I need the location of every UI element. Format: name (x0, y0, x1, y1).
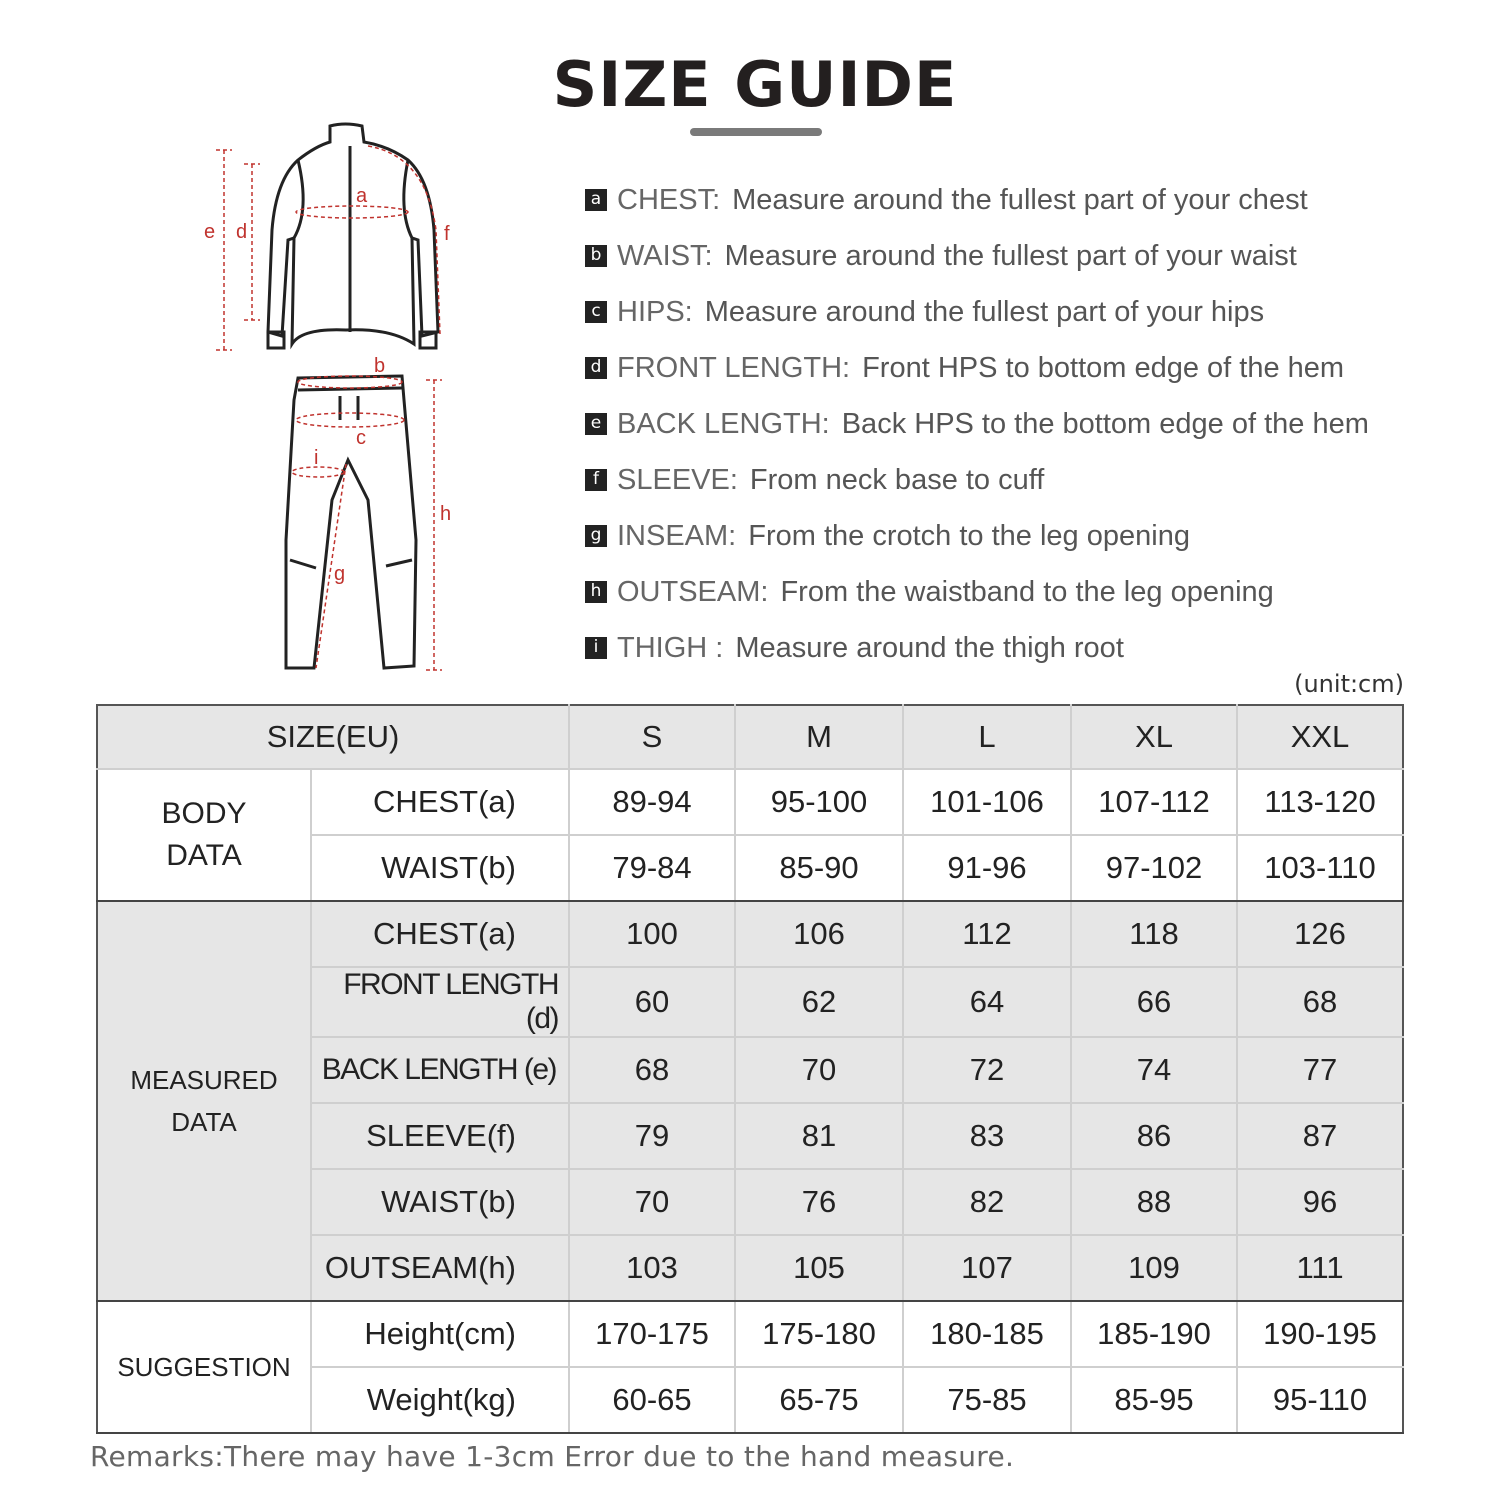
row-label: CHEST(a) (311, 901, 569, 967)
badge-b: b (585, 245, 607, 267)
table-cell: 105 (735, 1235, 903, 1301)
definition-text: Measure around the thigh root (735, 631, 1124, 664)
label-d: d (236, 221, 248, 243)
table-cell: 111 (1237, 1235, 1403, 1301)
label-a: a (356, 185, 368, 207)
table-cell: 96 (1237, 1169, 1403, 1235)
definition-label: WAIST: (617, 239, 713, 272)
pants-outline (286, 376, 416, 668)
unit-note: (unit:cm) (1294, 670, 1404, 698)
table-cell: 170-175 (569, 1301, 735, 1367)
table-cell: 70 (569, 1169, 735, 1235)
table-cell: 95-110 (1237, 1367, 1403, 1433)
table-cell: 175-180 (735, 1301, 903, 1367)
category-line: MEASURED (130, 1065, 278, 1095)
badge-c: c (585, 301, 607, 323)
table-cell: 74 (1071, 1037, 1237, 1103)
table-cell: 190-195 (1237, 1301, 1403, 1367)
page-title: SIZE GUIDE (552, 48, 958, 121)
definition-label: THIGH : (617, 631, 724, 664)
label-g: g (334, 563, 346, 585)
header-size: M (735, 705, 903, 769)
label-h: h (440, 503, 452, 525)
table-cell: 97-102 (1071, 835, 1237, 901)
category-line: DATA (171, 1107, 237, 1137)
jacket-outline (268, 124, 438, 348)
table-cell: 185-190 (1071, 1301, 1237, 1367)
definition-label: SLEEVE: (617, 463, 738, 496)
row-label: CHEST(a) (311, 769, 569, 835)
definition-label: INSEAM: (617, 519, 737, 552)
table-cell: 112 (903, 901, 1071, 967)
definition-item (585, 564, 1465, 620)
row-label: WAIST(b) (311, 1169, 569, 1235)
table-cell: 103-110 (1237, 835, 1403, 901)
table-cell: 83 (903, 1103, 1071, 1169)
definition-item (585, 228, 1465, 284)
table-cell: 103 (569, 1235, 735, 1301)
size-table (96, 704, 1404, 1434)
remarks-note: Remarks:There may have 1-3cm Error due to the hand measure. (90, 1440, 1015, 1473)
row-label: BACK LENGTH (e) (311, 1037, 569, 1103)
definition-label: BACK LENGTH: (617, 407, 830, 440)
table-cell: 79-84 (569, 835, 735, 901)
definition-item (585, 452, 1465, 508)
definition-text: Back HPS to the bottom edge of the hem (841, 407, 1369, 440)
definition-text: Measure around the fullest part of your chest (732, 183, 1308, 216)
definition-item (585, 620, 1465, 676)
category-line: BODY (161, 797, 247, 830)
row-label: SLEEVE(f) (311, 1103, 569, 1169)
table-cell: 66 (1071, 967, 1237, 1037)
definition-item (585, 508, 1465, 564)
badge-a: a (585, 189, 607, 211)
label-c: c (356, 427, 366, 449)
table-row (97, 1301, 1403, 1367)
table-cell: 68 (569, 1037, 735, 1103)
table-cell: 77 (1237, 1037, 1403, 1103)
header-size: XL (1071, 705, 1237, 769)
table-cell: 70 (735, 1037, 903, 1103)
definition-text: Measure around the fullest part of your hips (704, 295, 1265, 328)
row-label: Weight(kg) (311, 1367, 569, 1433)
table-cell: 91-96 (903, 835, 1071, 901)
table-cell: 87 (1237, 1103, 1403, 1169)
table-cell: 107-112 (1071, 769, 1237, 835)
header-size: XXL (1237, 705, 1403, 769)
table-cell: 89-94 (569, 769, 735, 835)
category-measured-data (97, 901, 311, 1301)
label-i: i (314, 447, 319, 469)
table-cell: 118 (1071, 901, 1237, 967)
definition-item (585, 172, 1465, 228)
table-cell: 82 (903, 1169, 1071, 1235)
table-cell: 68 (1237, 967, 1403, 1037)
table-cell: 65-75 (735, 1367, 903, 1433)
badge-g: g (585, 525, 607, 547)
header-size-label: SIZE(EU) (97, 705, 569, 769)
label-e: e (204, 221, 216, 243)
table-cell: 109 (1071, 1235, 1237, 1301)
table-cell: 60 (569, 967, 735, 1037)
table-cell: 85-95 (1071, 1367, 1237, 1433)
table-cell: 100 (569, 901, 735, 967)
table-cell: 81 (735, 1103, 903, 1169)
table-cell: 101-106 (903, 769, 1071, 835)
table-cell: 76 (735, 1169, 903, 1235)
definition-text: From neck base to cuff (749, 463, 1045, 496)
label-f: f (444, 223, 450, 245)
label-b: b (374, 355, 386, 377)
table-cell: 126 (1237, 901, 1403, 967)
definition-text: Measure around the fullest part of your waist (724, 239, 1297, 272)
table-cell: 75-85 (903, 1367, 1071, 1433)
table-row (97, 901, 1403, 967)
category-line: DATA (166, 839, 242, 872)
table-cell: 106 (735, 901, 903, 967)
badge-d: d (585, 357, 607, 379)
definition-label: HIPS: (617, 295, 693, 328)
definition-item (585, 284, 1465, 340)
badge-f: f (585, 469, 607, 491)
measurement-definitions (585, 172, 1465, 676)
table-cell: 113-120 (1237, 769, 1403, 835)
table-row (97, 769, 1403, 835)
table-cell: 95-100 (735, 769, 903, 835)
table-cell: 180-185 (903, 1301, 1071, 1367)
table-cell: 107 (903, 1235, 1071, 1301)
table-cell: 86 (1071, 1103, 1237, 1169)
row-label: OUTSEAM(h) (311, 1235, 569, 1301)
row-label: Height(cm) (311, 1301, 569, 1367)
table-cell: 72 (903, 1037, 1071, 1103)
title-underline (690, 128, 822, 136)
row-label: WAIST(b) (311, 835, 569, 901)
row-label: FRONT LENGTH (d) (311, 967, 569, 1037)
table-cell: 88 (1071, 1169, 1237, 1235)
category-suggestion: SUGGESTION (97, 1301, 311, 1433)
badge-h: h (585, 581, 607, 603)
definition-text: From the crotch to the leg opening (748, 519, 1190, 552)
table-cell: 62 (735, 967, 903, 1037)
definition-label: OUTSEAM: (617, 575, 769, 608)
definition-text: Front HPS to bottom edge of the hem (862, 351, 1345, 384)
table-cell: 79 (569, 1103, 735, 1169)
definition-label: FRONT LENGTH: (617, 351, 851, 384)
badge-e: e (585, 413, 607, 435)
header-size: S (569, 705, 735, 769)
header-size: L (903, 705, 1071, 769)
table-header-row (97, 705, 1403, 769)
garment-diagram (190, 120, 480, 690)
definition-label: CHEST: (617, 183, 721, 216)
table-cell: 60-65 (569, 1367, 735, 1433)
definition-item (585, 396, 1465, 452)
definition-item (585, 340, 1465, 396)
definition-text: From the waistband to the leg opening (780, 575, 1274, 608)
badge-i: i (585, 637, 607, 659)
category-body-data (97, 769, 311, 901)
table-cell: 85-90 (735, 835, 903, 901)
table-cell: 64 (903, 967, 1071, 1037)
